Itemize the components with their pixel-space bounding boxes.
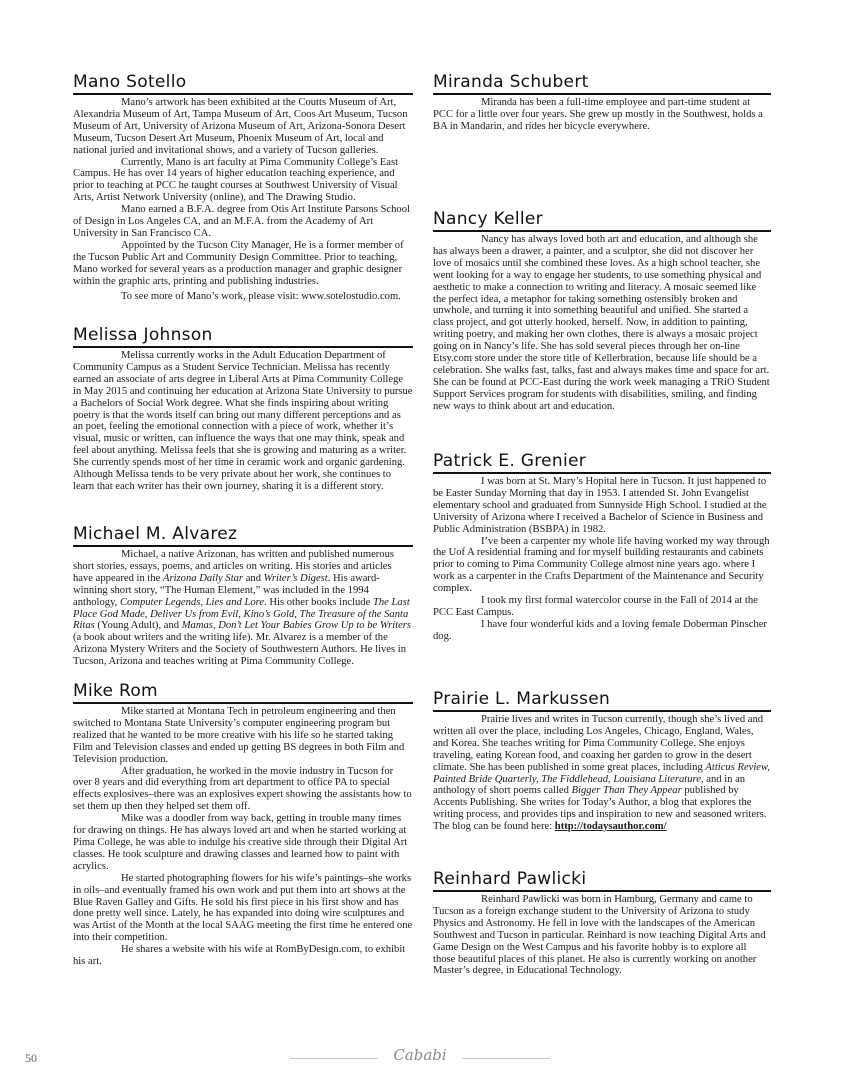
name-underline (73, 93, 413, 95)
bio-paragraph: I took my first formal watercolor course in the Fall of 2014 at the PCC East Campus. (433, 595, 758, 618)
bio-paragraph: Nancy has always loved both art and education, and although she has always been a drawer, a painter, and a sculptor, she did not discover her love of mosaics until she combined these loves. As a high school teacher, she went looking for a way to engage her students, to use something physical and aesthetic to make a connection to writing and literacy. A mosaic seemed like the perfect idea, a metaphor for taking something ostensibly broken and unwhole, and turning it into something beautiful and unified. She started a class project, and got utterly hooked, herself. Now, in addition to painting, writing poetry, and making her own clothes, there is always a mosaic project going on in Nancy’s life. She has sold several pieces through her on-line Etsy.com store under the store title of Kellerbration, because life should be a celebration. She walks fast, talks, fast and always makes time and space for art. She can be found at PCC-East during the work week managing a TRiO Student Support Services program for students with disabilities, smiling, and finding new ways to think about art and education. (433, 234, 770, 412)
bio-name: Prairie L. Markussen (433, 689, 611, 709)
footer-divider-right (462, 1058, 550, 1059)
bio-paragraph: He started photographing flowers for his wife’s paintings–she works in oils–and eventually framed his own work and put them into art shows at the Blue Raven Galley and Gifts. He sold his first piece in his first show and has done pretty well since. Lately, he has expanded into doing wire sculptures and was Artist of the Month at the local SAAG meeting the first time he entered one into their competition. (73, 872, 413, 944)
bio-melissa-johnson (73, 325, 413, 493)
bio-paragraph: Prairie lives and writes in Tucson currently, though she’s lived and written all over the place, including Los Angeles, Chicago, England, Wales, and Korea. She teaches writing for Pima Community College. She enjoys traveling, eating Korean food, and coaxing her garden to grow in the desert climate. She has been published in some great places, including Atticus Review, Painted Bride Quarterly, The Fiddlehead, Louisiana Literature, and in an anthology of short poems called Bigger Than They Appear published by Accents Publishing. She writes for Today’s Author, a blog that explores the writing process, and provides tips and inspiration to new and seasoned writers. The blog can be found here: http://todaysauthor.com/ (433, 714, 770, 833)
bio-name: Mike Rom (73, 681, 158, 701)
bio-miranda-schubert (433, 72, 771, 133)
name-underline (433, 710, 771, 712)
bio-paragraph: Appointed by the Tucson City Manager, He is a former member of the Tucson Public Art and Community Design Committee. Prior to teaching, Mano worked for several years as a production manager and graphic designer within the graphic arts, printing and publishing industries. (73, 239, 404, 287)
bio-paragraph: Mike was a doodler from way back, getting in trouble many times for drawing on things. He has always loved art and when he started working at Pima College, he was able to indulge his creative side through their Digital Art classes. He took sculpture and drawing classes and learned how to paint with acrylics. (73, 813, 408, 872)
name-underline (433, 472, 771, 474)
bio-paragraph: To see more of Mano’s work, please visit: www.sotelostudio.com. (121, 290, 401, 302)
bio-name: Patrick E. Grenier (433, 451, 587, 471)
bio-paragraph: He shares a website with his wife at RomByDesign.com, to exhibit his art. (73, 944, 406, 968)
bio-paragraph: Currently, Mano is art faculty at Pima Community College’s East Campus. He has over 14 years of higher education teaching experience, and prior to teaching at PCC he taught courses at Southwest University of Visual Arts, Artist Network University (online), and The Drawing Studio. (73, 156, 399, 204)
page-number: 50 (25, 1051, 37, 1065)
bio-paragraph: Melissa currently works in the Adult Education Department of Community Campus as a Student Service Technician. Melissa has recently earned an associate of arts degree in Liberal Arts at Pima Community College in May 2015 and continuing her education at Arizona State University to pursue a Bachelors of Social Work degree. What she finds inspiring about writing poetry is that the words itself can bring out many different perceptions and as an poet, feeling the emotional connection with a piece of work, whether it’s visual, music or written, can influence the ways that one may think, speak and feel about anything. Melissa feels that she is growing and maturing as a writer. She currently spends most of her time in ceramic work and organic gardening. Although Melissa tends to be very private about her work, she continues to learn that each writer has their own journey, sharing it is a different story. (73, 350, 413, 492)
name-underline (73, 545, 413, 547)
bio-michael-alvarez (73, 524, 413, 668)
name-underline (433, 93, 771, 95)
bio-nancy-keller (433, 209, 771, 413)
bio-paragraph: Michael, a native Arizonan, has written and published numerous short stories, essays, poems, and articles on writing. His stories and articles have appeared in the Arizona Daily Star and Writer’s Digest. His award-winning short story, “The Human Element,” was included in the 1994 anthology, Computer Legends, Lies and Lore. His other books include The Last Place God Made, Deliver Us from Evil, Kino’s Gold, The Treasure of the Santa Ritas (Young Adult), and Mamas, Don’t Let Your Babies Grow Up to be Writers (a book about writers and the writing life). Mr. Alvarez is a member of the Arizona Mystery Writers and the Society of Southwestern Authors. He lives in Tucson, Arizona and teaches writing at Pima Community College. (73, 549, 412, 668)
name-underline (73, 702, 413, 704)
bio-paragraph: Mano’s artwork has been exhibited at the Coutts Museum of Art, Alexandria Museum of Art, Tampa Museum of Art, Coos Art Museum, Tucson Museum of Art, University of Arizona Museum of Art, Arizona-Sonora Desert Museum, Tucson Desert Art Museum, Phoenix Museum of Art, local and national juried and invitational shows, and a variety of Tucson galleries. (73, 97, 408, 156)
bio-reinhard-pawlicki (433, 869, 771, 977)
blog-link[interactable]: http://todaysauthor.com/ (554, 821, 667, 833)
bio-paragraph: I was born at St. Mary’s Hopital here in Tucson. It just happened to be Easter Sunday Morning that day in 1953. I attended St. John Evangelist elementary school and graduated from Sunnyside High School. I studied at the University of Arizona where I received a Bachelor of Science in Business and Public Administration (BSBPA) in 1982. (433, 476, 767, 535)
bio-prairie-markussen (433, 689, 771, 833)
bio-paragraph: Mike started at Montana Tech in petroleum engineering and then switched to Montana State University’s computer engineering program but realized that he wanted to be more creative with his life so he started taking Film and Television classes and ended up getting BS degrees in both Film and Television production. (73, 706, 405, 765)
name-underline (433, 230, 771, 232)
bio-patrick-grenier (433, 451, 771, 643)
footer-logo: Cababi (393, 1046, 447, 1064)
name-underline (73, 346, 413, 348)
bio-name: Miranda Schubert (433, 72, 589, 92)
bio-name: Melissa Johnson (73, 325, 213, 345)
bio-paragraph: I’ve been a carpenter my whole life having worked my way through the Uof A residential framing and for myself building restaurants and cabinets prior to coming to Pima Community College almost nine years ago. where I work as a carpenter in the Crafts Department of the Maintenance and Security complex. (433, 535, 770, 595)
bio-mike-rom (73, 681, 413, 968)
bio-mano-sotello (73, 72, 413, 302)
bio-paragraph: After graduation, he worked in the movie industry in Tucson for over 8 years and did everything from art department to office PA to special effects explosives–there was an explosives expert showing the assistants how to set them up then they helped set them off. (73, 765, 412, 813)
bio-paragraph: Miranda has been a full-time employee and part-time student at PCC for a little over four years. She grew up mostly in the Southwest, holds a BA in Mandarin, and rides her bicycle everywhere. (433, 97, 763, 132)
bio-name: Nancy Keller (433, 209, 543, 229)
bio-name: Reinhard Pawlicki (433, 869, 587, 889)
bio-paragraph: Reinhard Pawlicki was born in Hamburg, Germany and came to Tucson as a foreign exchange student to the University of Arizona to study Physics and Astronomy. He fell in love with the landscapes of the American Southwest and Tucson in particular. Reinhard is now teaching Digital Arts and Game Design on the West Campus and his favorite hobby is to explore all those beautiful places of this planet. He also is currently working on another Master’s degree, in Educational Technology. (433, 894, 766, 977)
bio-paragraph: I have four wonderful kids and a loving female Doberman Pinscher dog. (433, 618, 767, 642)
footer-divider-left (290, 1058, 378, 1059)
bio-name: Michael M. Alvarez (73, 524, 238, 544)
bio-name: Mano Sotello (73, 72, 187, 92)
bio-paragraph: Mano earned a B.F.A. degree from Otis Art Institute Parsons School of Design in Los Angeles CA, and an M.F.A. from the Academy of Art University in San Francisco CA. (73, 204, 410, 239)
name-underline (433, 890, 771, 892)
